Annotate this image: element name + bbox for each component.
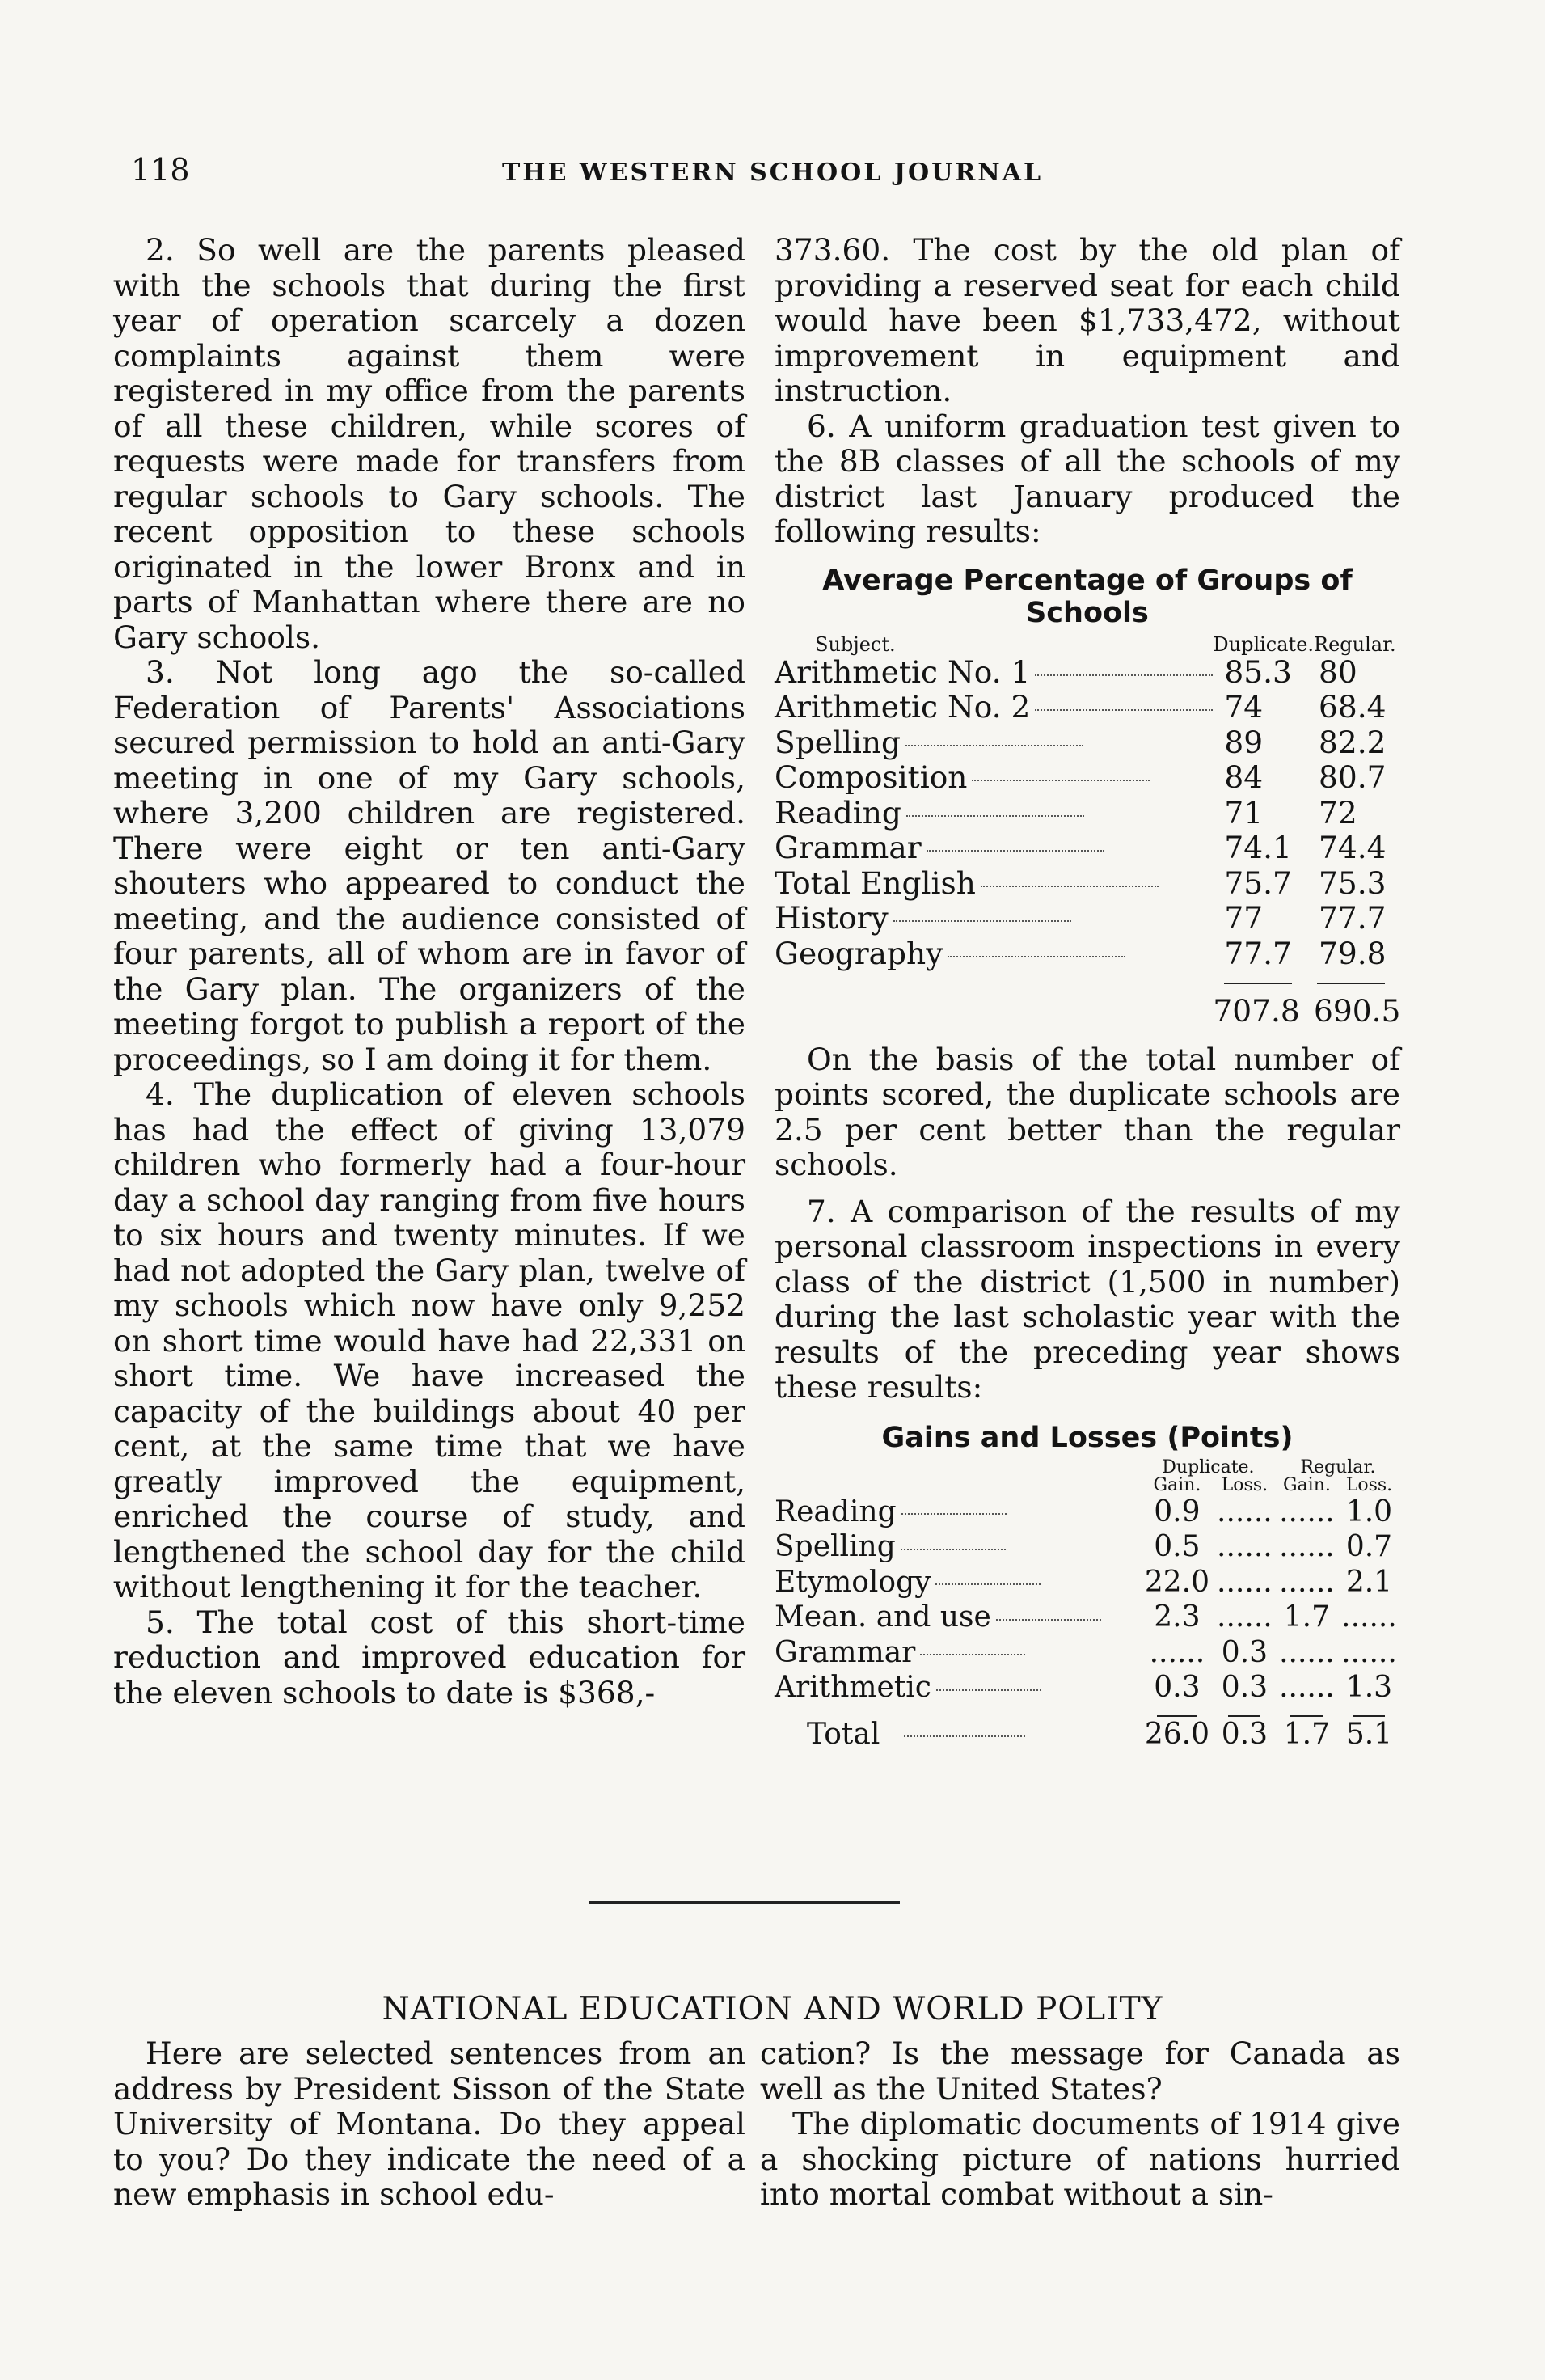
reg-loss-cell: 0.7 <box>1345 1530 1393 1563</box>
gains-losses-table <box>775 1456 1400 1752</box>
duplicate-cell: 84 <box>1224 759 1264 795</box>
dup-gain-cell: ...... <box>1149 1635 1205 1669</box>
col-header-subject: Subject. <box>815 632 896 656</box>
dup-loss-cell: 0.3 <box>1221 1671 1269 1704</box>
table-row <box>775 831 1400 866</box>
col-header-duplicate: Duplicate. <box>1213 632 1315 656</box>
subject-cell: Geography <box>775 936 1213 972</box>
group-header-regular: Regular. <box>1300 1456 1376 1477</box>
reg-gain-cell: ...... <box>1279 1565 1335 1599</box>
sub-header-gain: Gain. <box>1153 1474 1201 1495</box>
subject-cell: Arithmetic <box>775 1670 1141 1706</box>
reg-gain-cell: ...... <box>1279 1494 1335 1528</box>
subject-cell: Reading <box>775 796 1213 831</box>
table2-title: Gains and Losses (Points) <box>881 1421 1294 1454</box>
subject-cell: Spelling <box>775 1529 1141 1565</box>
subject-cell: History <box>775 901 1213 936</box>
paragraph: 4. The duplication of eleven schools has had the effect of giving 13,079 children who formerly had a four-hour day a school day ranging from five hours to six hours and twenty minutes. If we had not adopted the Gary plan, twelve of my schools which now have only 9,252 on short time would have had 22,331 on short time. We have increased the capacity of the buildings about 40 per cent, at the same time that we have greatly improved the equipment, enriched the course of study, and lengthened the school day for the child without lengthening it for the teacher. <box>113 1076 745 1604</box>
page-number: 118 <box>131 152 190 188</box>
regular-cell: 82.2 <box>1319 724 1387 760</box>
regular-cell: 72 <box>1319 794 1357 831</box>
paragraph: The diplomatic documents of 1914 give a shocking picture of nations hurried into mortal combat without a sin- <box>760 2106 1400 2212</box>
group-header-duplicate: Duplicate. <box>1162 1456 1255 1477</box>
reg-loss-cell: 1.0 <box>1345 1494 1393 1528</box>
dup-loss-cell: ...... <box>1217 1600 1273 1634</box>
table-row <box>775 866 1400 902</box>
total-reg-loss: 5.1 <box>1345 1717 1393 1751</box>
total-dup-loss: 0.3 <box>1221 1717 1269 1751</box>
paragraph: 2. So well are the parents pleased with the schools that during the first year of operation scarcely a dozen complaints against them were registered in my office from the parents of all these children, while scores of requests were made for transfers from regular schools to Gary schools. The recent opposition to these schools originated in the lower Bronx and in parts of Manhattan where there are no Gary schools. <box>113 232 745 655</box>
dup-gain-cell: 0.3 <box>1154 1671 1201 1704</box>
subject-cell: Arithmetic No. 1 <box>775 655 1213 691</box>
dup-gain-cell: 0.5 <box>1154 1530 1201 1563</box>
subject-cell: Composition <box>775 760 1213 796</box>
reg-loss-cell: ...... <box>1341 1600 1397 1634</box>
dup-loss-cell: ...... <box>1217 1530 1273 1563</box>
duplicate-cell: 75.7 <box>1224 864 1292 901</box>
paragraph: cation? Is the message for Canada as well as the United States? <box>760 2035 1400 2107</box>
table-row <box>775 901 1400 936</box>
duplicate-cell: 77.7 <box>1224 935 1292 971</box>
paragraph: 7. A comparison of the results of my personal classroom inspections in every class of the district (1,500 in number) during the last scholastic year with the results of the preceding year shows these results: <box>775 1193 1400 1405</box>
dup-gain-cell: 2.3 <box>1154 1600 1201 1634</box>
subject-cell: Etymology <box>775 1565 1141 1600</box>
total-label: Total <box>775 1717 1141 1752</box>
reg-gain-cell: ...... <box>1279 1635 1335 1669</box>
table-row <box>775 725 1400 761</box>
table-row <box>775 1635 1400 1671</box>
total-dup-gain: 26.0 <box>1144 1717 1209 1751</box>
paragraph: 6. A uniform graduation test given to the 8B classes of all the schools of my district last January produced the following results: <box>775 408 1400 549</box>
table-row <box>775 655 1400 691</box>
reg-gain-cell: 1.7 <box>1283 1600 1331 1634</box>
regular-cell: 80.7 <box>1319 759 1387 795</box>
dup-loss-cell: ...... <box>1217 1494 1273 1528</box>
table-row <box>775 1565 1400 1600</box>
table-row <box>775 760 1400 796</box>
section-title: NATIONAL EDUCATION AND WORLD POLITY <box>382 1991 1163 2027</box>
regular-cell: 68.4 <box>1319 689 1387 725</box>
subject-cell: Arithmetic No. 2 <box>775 690 1213 725</box>
paragraph: 373.60. The cost by the old plan of providing a reserved seat for each child would have been $1,733,472, without improvement in equipment and instruction. <box>775 232 1400 408</box>
table-row <box>775 1494 1400 1530</box>
reg-gain-cell: ...... <box>1279 1530 1335 1563</box>
duplicate-cell: 85.3 <box>1224 653 1292 690</box>
table-row <box>775 796 1400 831</box>
table-row <box>775 1600 1400 1635</box>
table1-title: Average Percentage of Groups of Schools <box>822 564 1353 629</box>
dup-gain-cell: 0.9 <box>1154 1494 1201 1528</box>
table-row <box>775 1529 1400 1565</box>
subject-cell: Grammar <box>775 831 1213 866</box>
subject-cell: Reading <box>775 1494 1141 1530</box>
regular-cell: 77.7 <box>1319 900 1387 936</box>
table-row <box>775 936 1400 972</box>
paragraph: 5. The total cost of this short-time reduction and improved education for the eleven schools to date is $368,- <box>113 1604 745 1710</box>
reg-gain-cell: ...... <box>1279 1671 1335 1704</box>
sub-header-gain: Gain. <box>1282 1474 1331 1495</box>
reg-loss-cell: 2.1 <box>1345 1565 1393 1599</box>
sub-header-loss: Loss. <box>1345 1474 1393 1495</box>
running-title: THE WESTERN SCHOOL JOURNAL <box>501 159 1044 187</box>
section-divider <box>589 1901 900 1904</box>
duplicate-cell: 89 <box>1224 724 1264 760</box>
duplicate-cell: 74.1 <box>1224 830 1292 865</box>
duplicate-cell: 74 <box>1224 689 1264 725</box>
total-duplicate: 707.8 <box>1213 993 1300 1029</box>
duplicate-cell: 71 <box>1224 794 1264 831</box>
sub-header-loss: Loss. <box>1221 1474 1269 1495</box>
left-column <box>113 233 745 1710</box>
subject-cell: Mean. and use <box>775 1600 1141 1635</box>
subject-cell: Total English <box>775 866 1213 902</box>
subject-cell: Spelling <box>775 725 1213 761</box>
table-row <box>775 690 1400 725</box>
duplicate-cell: 77 <box>1224 900 1264 936</box>
reg-loss-cell: ...... <box>1341 1635 1397 1669</box>
paragraph: On the basis of the total number of points scored, the duplicate schools are 2.5 per cent better than the regular schools. <box>775 1041 1400 1182</box>
subject-cell: Grammar <box>775 1635 1141 1671</box>
paragraph: 3. Not long ago the so-called Federation of Parents' Associations secured permission to hold an anti-Gary meeting in one of my Gary schools, where 3,200 children are registered. There were eight or ten anti-Gary shouters who appeared to conduct the meeting, and the audience consisted of four parents, all of whom are in favor of the Gary plan. The organizers of the meeting forgot to publish a report of the proceedings, so I am doing it for them. <box>113 654 745 1077</box>
total-reg-gain: 1.7 <box>1283 1717 1331 1751</box>
reg-loss-cell: 1.3 <box>1345 1671 1393 1704</box>
page-header <box>0 152 1545 201</box>
dup-gain-cell: 22.0 <box>1144 1565 1209 1599</box>
right-column <box>775 233 1400 1752</box>
col-header-regular: Regular. <box>1314 632 1396 656</box>
total-regular: 690.5 <box>1314 993 1401 1029</box>
dup-loss-cell: 0.3 <box>1221 1635 1269 1669</box>
table-row <box>775 1670 1400 1706</box>
dup-loss-cell: ...... <box>1217 1565 1273 1599</box>
regular-cell: 80 <box>1319 653 1357 690</box>
regular-cell: 75.3 <box>1319 864 1387 901</box>
paragraph: Here are selected sentences from an address by President Sisson of the State University of Montana. Do they appeal to you? Do they indicate the need of a new emphasis in school edu- <box>113 2035 745 2212</box>
regular-cell: 74.4 <box>1319 830 1387 865</box>
regular-cell: 79.8 <box>1319 935 1387 971</box>
average-percentage-table <box>775 634 1400 1029</box>
section-right-column <box>760 2036 1400 2213</box>
section-left-column <box>113 2036 745 2213</box>
